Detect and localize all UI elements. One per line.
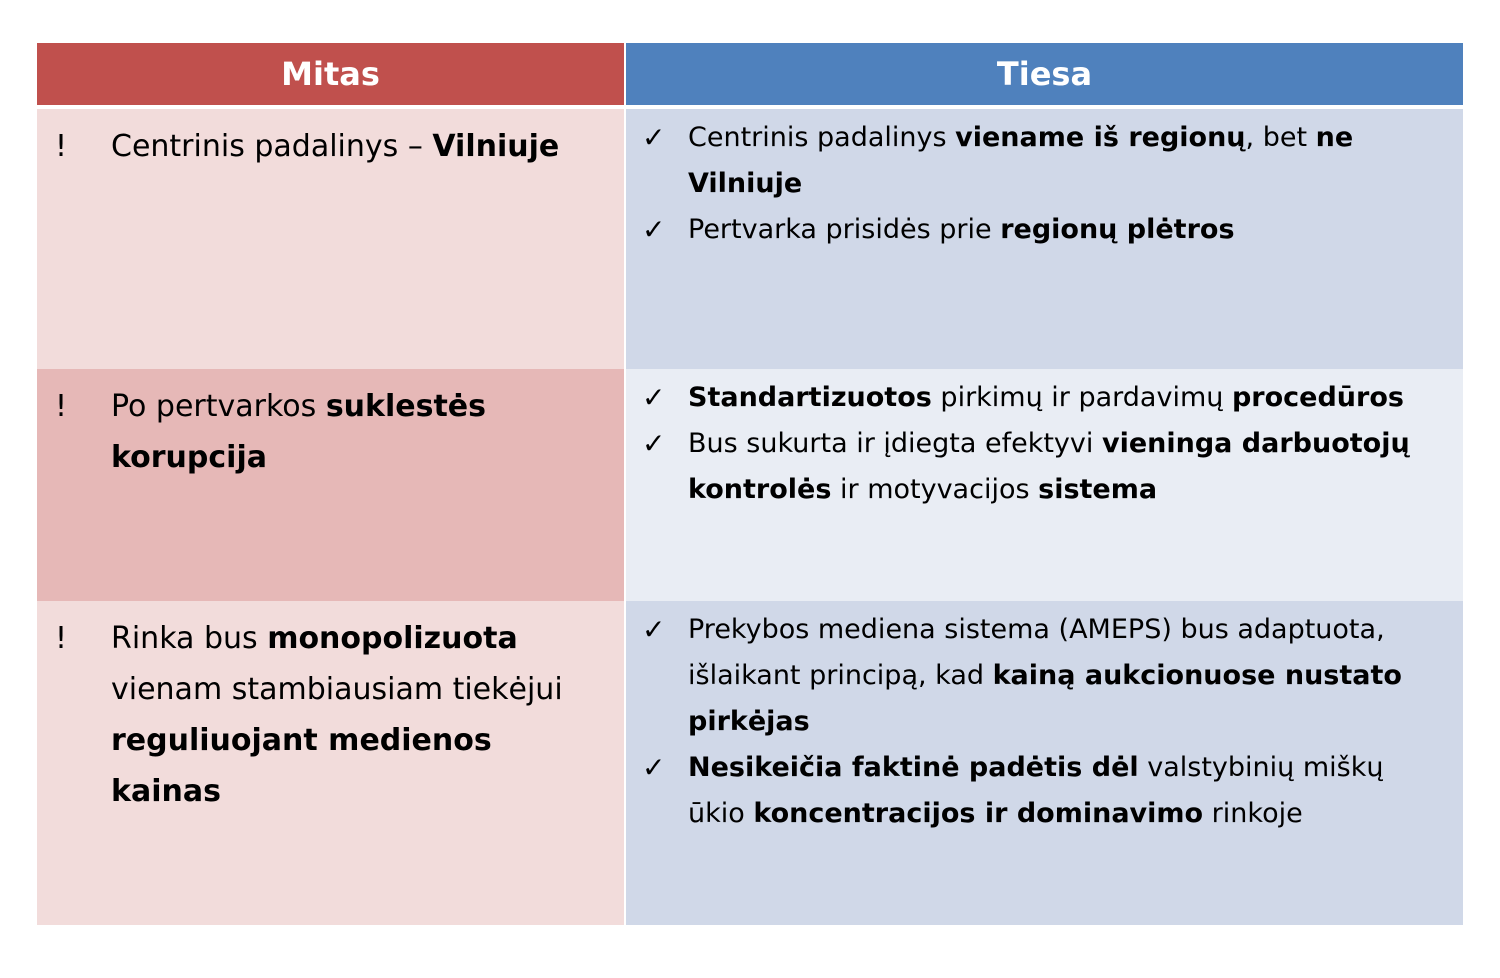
text-run-bold: Vilniuje — [432, 129, 560, 164]
truth-item — [642, 745, 1435, 837]
text-run-bold: sistema — [1038, 474, 1158, 505]
text-run: rinkoje — [1203, 798, 1303, 829]
truth-item — [642, 375, 1435, 421]
text-run: Prekybos mediena sistema (AMEPS) bus adaptuota, išlaikant principą, kad — [688, 614, 1385, 691]
myth-text — [111, 613, 604, 817]
text-run-bold: suklestės korupcija — [111, 389, 487, 475]
table-row — [37, 369, 1463, 601]
truth-item — [642, 115, 1435, 207]
checkmark-icon: ✓ — [642, 427, 666, 460]
text-run-bold: ne Vilniuje — [688, 122, 1354, 199]
text-run-bold: reguliuojant medienos kainas — [111, 723, 492, 809]
text-run-bold: procedūros — [1231, 382, 1404, 413]
text-run-bold: regionų plėtros — [1000, 214, 1235, 245]
text-run: Pertvarka prisidės prie — [688, 214, 1001, 245]
text-run: pirkimų ir pardavimų — [931, 382, 1232, 413]
exclamation-icon: ! — [55, 129, 68, 164]
exclamation-icon: ! — [55, 621, 68, 656]
truth-item — [642, 207, 1435, 253]
myth-text — [111, 381, 604, 483]
checkmark-icon: ✓ — [642, 121, 666, 154]
checkmark-icon: ✓ — [642, 751, 666, 784]
header-row — [37, 43, 1463, 107]
myth-cell — [37, 601, 625, 925]
myth-text — [111, 121, 604, 172]
exclamation-icon: ! — [55, 389, 68, 424]
table-row — [37, 107, 1463, 369]
text-run: Po pertvarkos — [111, 389, 326, 424]
text-run-bold: kainą aukcionuose nustato pirkėjas — [688, 660, 1402, 737]
myth-cell — [37, 369, 625, 601]
text-run: Bus sukurta ir įdiegta efektyvi — [688, 428, 1102, 459]
truth-cell — [625, 369, 1463, 601]
myth-column-header: Mitas — [37, 43, 625, 107]
checkmark-icon: ✓ — [642, 381, 666, 414]
text-run-bold: Nesikeičia faktinė padėtis dėl — [688, 752, 1139, 783]
text-run: ir motyvacijos — [831, 474, 1039, 505]
text-run: Rinka bus — [111, 621, 268, 656]
truth-column-header: Tiesa — [625, 43, 1463, 107]
truth-cell — [625, 107, 1463, 369]
text-run: Centrinis padalinys – — [111, 129, 433, 164]
truth-cell — [625, 601, 1463, 925]
myth-truth-table — [37, 43, 1463, 925]
text-run: Centrinis padalinys — [688, 122, 956, 153]
text-run: , bet — [1245, 122, 1316, 153]
text-run: vienam stambiausiam tiekėjui — [111, 672, 563, 707]
text-run-bold: Standartizuotos — [688, 382, 932, 413]
checkmark-icon: ✓ — [642, 213, 666, 246]
table-row — [37, 601, 1463, 925]
text-run-bold: vieninga darbuotojų kontrolės — [688, 428, 1410, 505]
text-run-bold: monopolizuota — [267, 621, 518, 656]
text-run-bold: koncentracijos ir dominavimo — [753, 798, 1204, 829]
truth-item — [642, 421, 1435, 513]
text-run-bold: viename iš regionų — [955, 122, 1246, 153]
checkmark-icon: ✓ — [642, 613, 666, 646]
truth-item — [642, 607, 1435, 745]
text-run: valstybinių miškų ūkio — [688, 752, 1384, 829]
myth-cell — [37, 107, 625, 369]
